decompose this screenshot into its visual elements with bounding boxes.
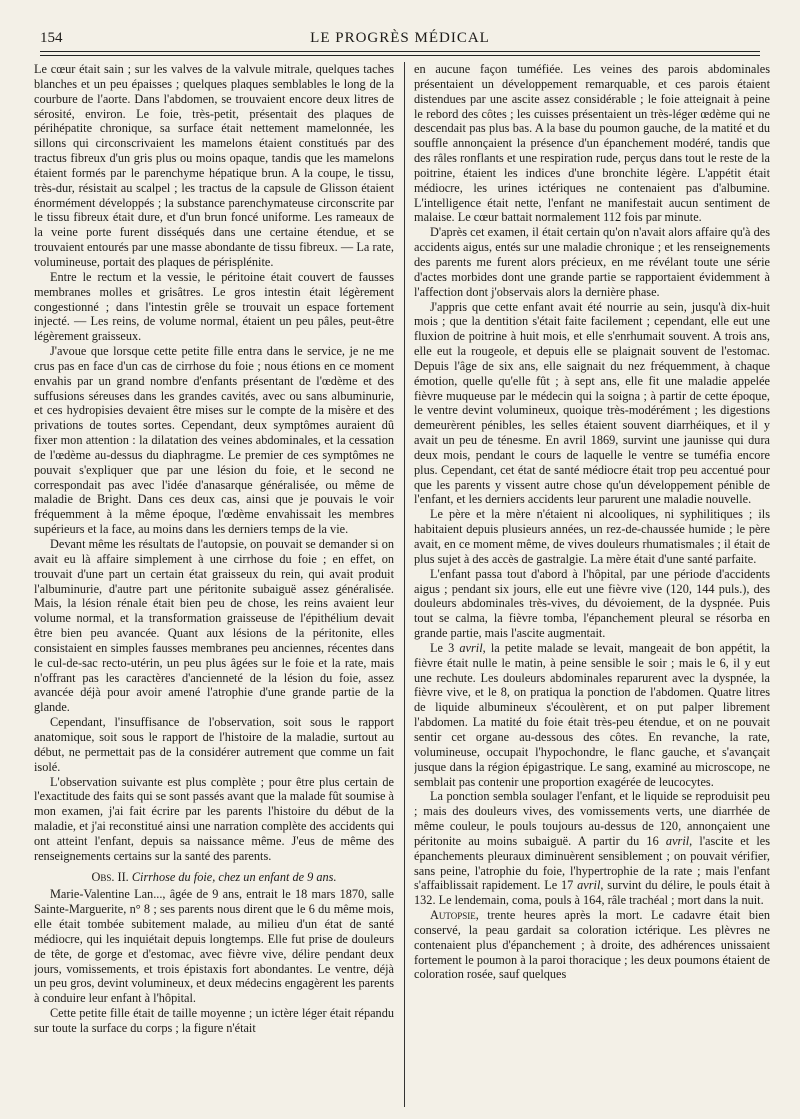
text-run: La ponction sembla soulager l'enfant, et le liquide se reproduisit peu ; mais des douleurs vives, des vomissements verts, une diarrhée de même couleur, le pouls toujours au-dessus de 120, annonçaient une péritonite au moins subaiguë. A partir du 16 xyxy=(414,789,770,848)
date-emphasis: avril xyxy=(459,640,483,655)
header-rule xyxy=(40,51,760,52)
paragraph: Cependant, l'insuffisance de l'observation, soit sous le rapport anatomique, soit sous le rapport de l'histoire de la maladie, surtout au début, ne permettait pas de la considérer autrement que comme un fait isolé. xyxy=(34,715,394,774)
running-title: LE PROGRÈS MÉDICAL xyxy=(310,30,490,46)
page-header xyxy=(40,28,760,50)
page-number: 154 xyxy=(40,30,63,46)
left-column xyxy=(34,62,394,1112)
paragraph: Entre le rectum et la vessie, le péritoine était couvert de fausses membranes molles et grisâtres. Le gros intestin était légèrement congestionné ; dans l'intestin grêle se trouvait un espace fortement injecté. — Les reins, de volume normal, étaient un peu pâles, peut-être légèrement graisseux. xyxy=(34,269,394,344)
paragraph: L'enfant passa tout d'abord à l'hôpital, par une période d'accidents aigus ; pendant six jours, elle eut une fièvre vive (120, 144 puls.), des douleurs abdominales très-vives, du dévoiement, de la dyspnée. Puis tout se calma, la fièvre tomba, l'épanchement pleural se résorba en grande partie, mais l'ascite augmentait. xyxy=(414,566,770,641)
observation-heading: Cirrhose du foie, chez un enfant de 9 ans. xyxy=(131,869,337,884)
paragraph: D'après cet examen, il était certain qu'on n'avait alors affaire qu'à des accidents aigus, entés sur une maladie chronique ; et les renseignements des parents me furent alors précieux, en me révélant toute une série d'actes morbides dont une grande partie se rapportaient évidemment à l'affection dont j'observais alors la dernière phase. xyxy=(414,225,770,299)
text-run: Le 3 xyxy=(429,640,460,655)
autopsie-label: Autopsie xyxy=(429,908,476,923)
text-run: , l'ascite et les épanchements pleuraux diminuèrent sensiblement ; on pouvait vérifier, sans peine, l'atrophie du foie, l'hypertrophie de la rate ; mais l'enfant s'affaiblissait rapidement. Le 17 xyxy=(414,833,770,893)
header-rule-thin xyxy=(40,55,760,56)
paragraph: Cette petite fille était de taille moyenne ; un ictère léger était répandu sur toute la surface du corps ; la figure n'était xyxy=(34,1006,394,1035)
paragraph: Le père et la mère n'étaient ni alcooliques, ni syphilitiques ; ils habitaient depuis plusieurs années, un rez-de-chaussée humide ; le père avait, en ce moment même, de vives douleurs rhumatismales ; il était de plus sujet à des accès de gastralgie. La mère était d'une santé parfaite. xyxy=(414,507,770,566)
paragraph: L'observation suivante est plus complète ; pour être plus certain de l'exactitude des faits qui se sont passés avant que la malade fût soumise à mon examen, j'ai fait écrire par les parents l'histoire du début de la maladie, et j'ai reconstitué ainsi une narration complète des accidents qui ont atteint l'enfant, depuis sa naissance même. J'eus de même des renseignements certains sur la santé des parents. xyxy=(34,774,394,863)
observation-label: Obs. II. xyxy=(91,869,129,884)
paragraph-ponction xyxy=(414,789,770,908)
observation-title xyxy=(34,870,394,885)
text-run: , trente heures après la mort. Le cadavre était bien conservé, la peau gardait sa coloration ictérique. Les plèvres ne contenaient plus d'épanchement ; à droite, des adhérences unissaient fortement le poumon à la paroi thoracique ; les deux poumons étaient de coloration rosée, sauf quelques xyxy=(414,908,770,982)
paragraph: en aucune façon tuméfiée. Les veines des parois abdominales présentaient un développement remarquable, et ces parois étaient distendues par une ascite assez considérable ; le foie atteignait à peine le rebord des côtes ; les cuisses présentaient un très-léger œdème qui ne descendait pas plus bas. A la base du poumon gauche, de la matité et du souffle annonçaient la présence d'un épanchement modéré, tandis que des râles ronflants et une respiration rude, perçus dans tout le reste de la poitrine, étaient les indices d'une bronchite légère. L'appétit était médiocre, les urines ictériques ne contenaient pas d'albumine. L'intelligence était nette, l'enfant ne manifestait aucun sentiment de malaise. Le cœur battait normalement 112 fois par minute. xyxy=(414,62,770,225)
date-emphasis: avril xyxy=(665,833,690,848)
paragraph: Le cœur était sain ; sur les valves de la valvule mitrale, quelques taches blanches et un peu épaisses ; quelques plaques semblables le long de la courbure de l'aorte. Dans l'abdomen, se trouvaient encore deux litres de sérosité, environ. Le foie, très-petit, présentait des plaques de périhépatite chronique, sa surface était nettement mamelonnée, les sillons qui circonscrivaient les mamelons étaient constitués par des tractus fibreux d'un gris plus ou moins opaque, tandis que les mamelons étaient formés par le parenchyme hépatique brun. A la coupe, le tissu, très-dur, résistait au scalpel ; les tractus de la capsule de Glisson étaient énormément développés ; la substance parenchymateuse circonscrite par le tissu fibreux était dure, et d'un brun foncé uniforme. Les rameaux de la veine porte furent disséqués dans une certaine étendue, et se trouvaient entourés par une masse abondante de tissu fibreux. — La rate, volumineuse, portait des plaques de périsplénite. xyxy=(34,62,394,269)
paragraph: J'avoue que lorsque cette petite fille entra dans le service, je ne me crus pas en face d'un cas de cirrhose du foie ; nous étions en ce moment envahis par un grand nombre d'enfants présentant de l'œdème et des suffusions séreuses dans les grandes cavités, avec ou sans albuminurie, et ces hydropisies devaient être mises sur le compte de la misère et des privations de toutes sortes. Cependant, deux symptômes auraient dû fixer mon attention : la dilatation des veines abdominales, et la cessation de l'œdème au-dessus du diaphragme. Le premier de ces symptômes ne pouvait s'expliquer que par une lésion du foie, et le second ne correspondait pas avec l'idée d'anasarque généralisée, ou même de maladie de Bright. Dans ces deux cas, ainsi que je pouvais le voir fréquemment à la même époque, l'œdème envahissait les membres supérieurs et la face, au moins dans les derniers temps de la vie. xyxy=(34,344,394,537)
date-emphasis: avril xyxy=(577,878,601,893)
paragraph-april-3 xyxy=(414,641,770,789)
paragraph-autopsie xyxy=(414,908,770,982)
column-divider xyxy=(404,62,405,1107)
paragraph: Devant même les résultats de l'autopsie, on pouvait se demander si on avait eu là affaire simplement à une cirrhose du foie ; en effet, on trouvait d'une part un certain état graisseux du rein, qui avait produit l'albuminurie, d'autre part une péritonite subaiguë assez généralisée. Mais, la lésion rénale était bien peu de chose, les reins avaient leur volume normal, et la transformation graisseuse de l'épithélium devait être bien peu avancée. Quant aux lésions de la péritonite, elles consistaient en simples fausses membranes peu anciennes, récentes dans le cul-de-sac recto-utérin, un peu plus âgées sur le foie et la rate, mais n'offrant pas les caractères d'ancienneté de la lésion du foie, assez avancée déjà pour avoir amené l'atrophie d'une grande partie de la glande. xyxy=(34,537,394,715)
paragraph: Marie-Valentine Lan..., âgée de 9 ans, entrait le 18 mars 1870, salle Sainte-Marguerite, n° 8 ; ses parents nous dirent que le 6 du même mois, elle était tombée subitement malade, au milieu d'un état de santé médiocre, qui les inquiétait depuis longtemps. Elle fut prise de douleurs de tête, de gorge et d'estomac, avec fièvre vive, délire pendant deux jours, vomissements, et trois épistaxis fort abondantes. Le ventre, déjà un peu gros, devint volumineux, et deux médecins engagèrent les parents à conduire leur enfant à l'hôpital. xyxy=(34,887,394,1006)
text-run: , la petite malade se levait, mangeait de bon appétit, la fièvre était nulle le matin, à peine sensible le soir ; mais le 6, il y eut une rechute. Les douleurs abdominales reparurent avec la dyspnée, la fièvre vive, et le 8, on pratiqua la ponction de l'abdomen. Quatre litres de liquide albumineux s'écoulèrent, et on put palper librement l'abdomen. La matité du foie était très-peu étendue, et on ne pouvait sentir cet organe au-dessous des côtes. En revanche, la rate, volumineuse, occupait l'hypochondre, le flanc gauche, et s'avançait jusque dans la région épigastrique. Le sang, examiné au microscope, ne semblait pas contenir une proportion exagérée de leucocytes. xyxy=(414,640,770,789)
text-run: , survint du délire, le pouls était à 132. Le lendemain, coma, pouls à 164, râle trachéal ; mort dans la nuit. xyxy=(414,878,770,908)
right-column xyxy=(414,62,770,1112)
paragraph: J'appris que cette enfant avait été nourrie au sein, jusqu'à dix-huit mois ; que la dentition s'était faite facilement ; cependant, elle eut une fluxion de poitrine à huit mois, et elle s'enrhumait souvent. A trois ans, elle eut la rougeole, et depuis elle se plaignait souvent de l'estomac. Depuis l'âge de six ans, elle saignait du nez fréquemment, à chaque émotion, quelle qu'elle fût ; à sept ans, elle fit une maladie appelée fièvre muqueuse par le médecin qui la soigna ; à partir de cette époque, le ventre devint volumineux, quoique très-modérément ; les digestions demeurèrent pénibles, les selles étaient souvent diarrhéiques, et il y avait un peu de ténesme. En avril 1869, survint une jaunisse qui dura deux mois, pendant le cours de laquelle le ventre se tuméfia encore plus. Cependant, cet état de santé médiocre était trop peu accentué pour que les parents y vissent autre chose qu'un développement pénible de l'enfant, et les derniers accidents leur parurent une maladie nouvelle. xyxy=(414,299,770,507)
